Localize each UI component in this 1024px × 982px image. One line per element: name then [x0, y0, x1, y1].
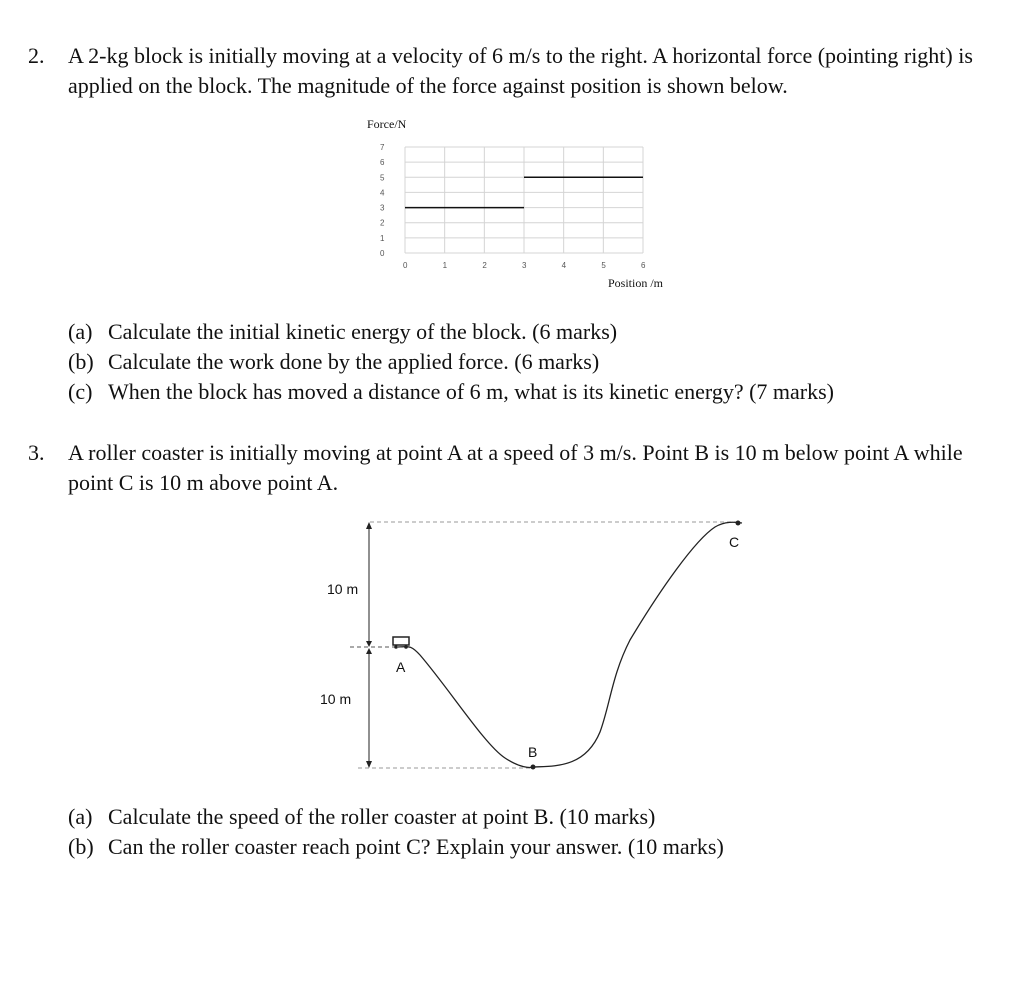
- chart-y-tick-label: 1: [380, 233, 385, 243]
- lower-height-label: 10 m: [320, 691, 352, 707]
- question-3-text: A roller coaster is initially moving at point A at a speed of 3 m/s. Point B is 10 m below point A while point C is 10 m above point A.: [68, 440, 963, 495]
- cart-wheel-right: [404, 645, 408, 649]
- q2-part-a: [68, 317, 617, 347]
- q3-part-b-label: (b): [68, 834, 94, 859]
- q2-part-b-text: Calculate the work done by the applied force. (6 marks): [108, 349, 600, 374]
- chart-y-tick-label: 7: [380, 143, 385, 152]
- q3-part-b: [68, 832, 724, 862]
- chart-y-tick-label: 3: [380, 203, 385, 213]
- q2-part-a-text: Calculate the initial kinetic energy of the block. (6 marks): [108, 319, 618, 344]
- q3-part-a-label: (a): [68, 804, 93, 829]
- chart-grid: [405, 147, 643, 253]
- force-position-chart: [355, 112, 695, 297]
- chart-x-tick-label: 5: [601, 261, 606, 270]
- chart-y-tick-label: 5: [380, 173, 385, 183]
- roller-coaster-diagram: [310, 510, 770, 780]
- cart-wheel-left: [394, 645, 398, 649]
- upper-height-label: 10 m: [327, 581, 359, 597]
- chart-y-tick-label: 2: [380, 218, 385, 228]
- chart-x-tick-label: 0: [403, 261, 408, 270]
- chart-x-tick-label: 3: [522, 261, 527, 270]
- upper-arrow-head-bottom: [366, 641, 372, 647]
- question-2-text: A 2-kg block is initially moving at a velocity of 6 m/s to the right. A horizontal force (pointing right) is applied on the block. The magnitude of the force against position is shown below.: [68, 43, 973, 98]
- chart-x-tick-label: 2: [482, 261, 487, 270]
- chart-x-axis-label: Position /m: [608, 276, 664, 290]
- roller-coaster-track: [398, 522, 742, 767]
- q2-part-b-label: (b): [68, 349, 94, 374]
- q3-part-a-text: Calculate the speed of the roller coaster at point B. (10 marks): [108, 804, 656, 829]
- chart-x-tick-label: 4: [561, 261, 567, 270]
- point-c-label: C: [729, 534, 740, 550]
- q2-part-a-label: (a): [68, 319, 93, 344]
- chart-y-tick-label: 6: [380, 158, 385, 168]
- point-a-label: A: [396, 659, 406, 675]
- chart-y-axis-label: Force/N: [367, 117, 407, 131]
- point-c-dot: [736, 521, 741, 526]
- point-b-label: B: [528, 744, 538, 760]
- chart-x-tick-label: 6: [641, 261, 646, 270]
- q2-part-c: [68, 377, 834, 407]
- chart-y-tick-label: 4: [380, 188, 385, 198]
- question-3-number: 3.: [28, 440, 45, 465]
- question-2-number: 2.: [28, 43, 45, 68]
- q2-part-b: [68, 347, 599, 377]
- point-b-dot: [531, 765, 536, 770]
- q3-part-b-text: Can the roller coaster reach point C? Explain your answer. (10 marks): [108, 834, 724, 859]
- chart-y-tick-label: 0: [380, 249, 385, 258]
- lower-arrow-head-bottom: [366, 761, 372, 768]
- chart-x-tick-label: 1: [442, 261, 448, 270]
- upper-arrow-head-top: [366, 522, 372, 529]
- q2-part-c-text: When the block has moved a distance of 6 m, what is its kinetic energy? (7 marks): [108, 379, 834, 404]
- q3-part-a: [68, 802, 655, 832]
- lower-arrow-head-top: [366, 648, 372, 654]
- q2-part-c-label: (c): [68, 379, 93, 404]
- cart-body: [393, 637, 409, 645]
